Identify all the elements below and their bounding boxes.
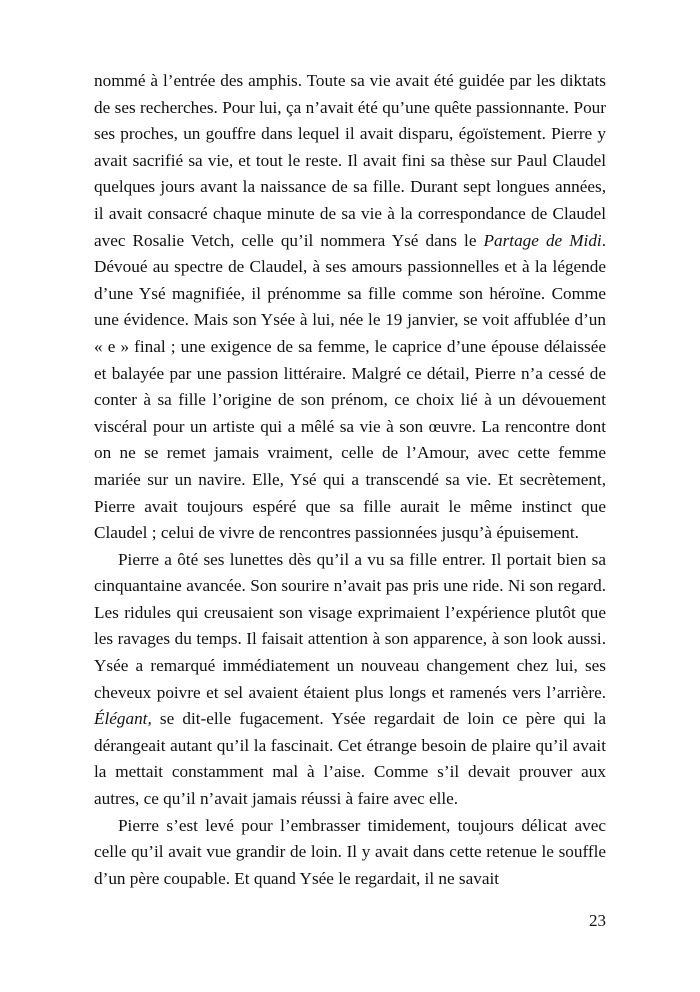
paragraph-2 — [94, 547, 606, 813]
italic-title: Partage de Midi — [483, 230, 602, 250]
paragraph-text: Pierre a ôté ses lunettes dès qu’il a vu sa fille entrer. Il portait bien sa cinquantaine avancée. Son sourire n’avait pas pris une ride. Ni son regard. Les ridules qui creusaient son visage exprimaient l’expérience plutôt que les ravages du temps. Il faisait attention à son apparence, à son look aussi. Ysée a remarqué immédiatement un nouveau changement chez lui, ses cheveux poivre et sel avaient étaient plus longs et ramenés vers l’arrière. — [94, 549, 606, 702]
paragraph-text: . Dévoué au spectre de Claudel, à ses amours passionnelles et à la légende d’une Ysé magnifiée, il prénomme sa fille comme son héroïne. Comme une évidence. Mais son Ysée à lui, née le 19 janvier, se voit affublée d’un « e » final ; une exigence de sa femme, le caprice d’une épouse délaissée et balayée par une passion littéraire. Malgré ce détail, Pierre n’a cessé de conter à sa fille l’origine de son prénom, ce choix lié à un dévouement viscéral pour un artiste qui a mêlé sa vie à son œuvre. La rencontre dont on ne se remet jamais vraiment, celle de l’Amour, avec cette femme mariée sur un navire. Elle, Ysé qui a transcendé sa vie. Et secrètement, Pierre avait toujours espéré que sa fille aurait le même instinct que Claudel ; celui de vivre de rencontres passionnées jusqu’à épuisement. — [94, 230, 606, 543]
page-number: 23 — [589, 911, 606, 930]
italic-word: Élégant, — [94, 709, 152, 729]
paragraph-3 — [94, 813, 606, 893]
page-body — [94, 68, 606, 892]
paragraph-text: se dit-elle fugacement. Ysée regardait de loin ce père qui la dérangeait autant qu’il la fascinait. Cet étrange besoin de plaire qu’il avait la mettait constamment mal à l’aise. Comme s’il devait prouver aux autres, ce qu’il n’avait jamais réussi à faire avec elle. — [94, 709, 606, 809]
paragraph-1 — [94, 68, 606, 547]
paragraph-text: nommé à l’entrée des amphis. Toute sa vie avait été guidée par les diktats de ses recherches. Pour lui, ça n’avait été qu’une quête passionnante. Pour ses proches, un gouffre dans lequel il avait disparu, égoïstement. Pierre y avait sacrifié sa vie, et tout le reste. Il avait fini sa thèse sur Paul Claudel quelques jours avant la naissance de sa fille. Durant sept longues années, il avait consacré chaque minute de sa vie à la correspondance de Claudel avec Rosalie Vetch, celle qu’il nommera Ysé dans le — [94, 71, 606, 250]
paragraph-text: Pierre s’est levé pour l’embrasser timidement, toujours délicat avec celle qu’il avait vue grandir de loin. Il y avait dans cette retenue le souffle d’un père coupable. Et quand Ysée le regardait, il ne savait — [94, 815, 606, 888]
